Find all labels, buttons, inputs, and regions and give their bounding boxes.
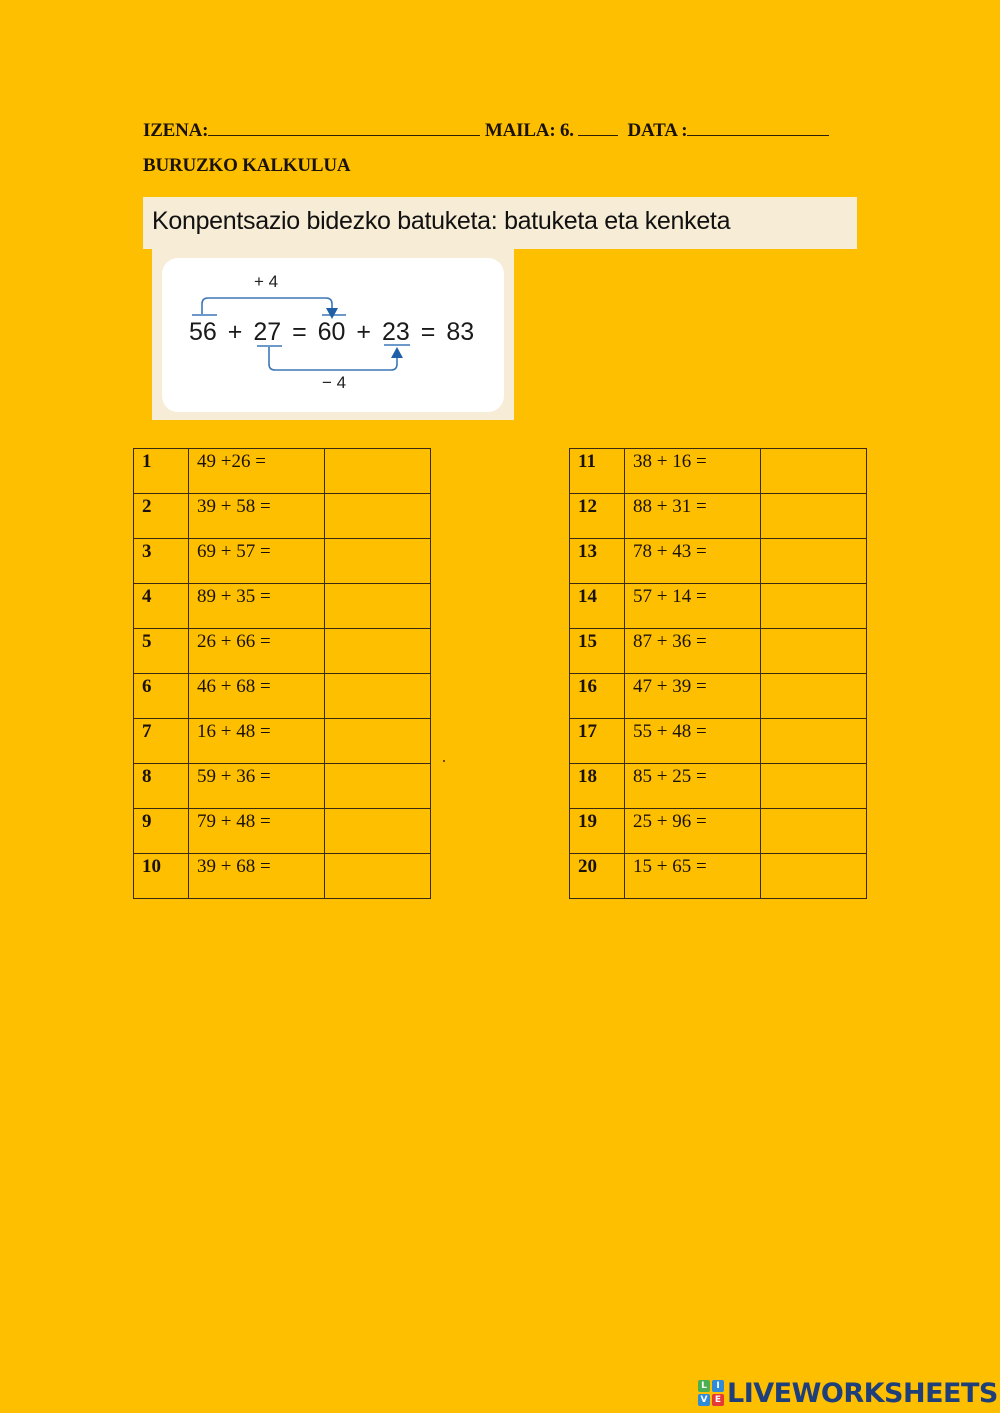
exercise-number: 2 — [134, 494, 189, 539]
exercise-expression: 39 + 58 = — [189, 494, 325, 539]
answer-field[interactable] — [325, 539, 431, 584]
exercise-expression: 38 + 16 = — [625, 449, 761, 494]
exercise-expression: 89 + 35 = — [189, 584, 325, 629]
table-row — [134, 584, 431, 629]
table-row — [134, 629, 431, 674]
table-row — [570, 449, 867, 494]
exercise-table-left — [133, 448, 431, 899]
answer-field[interactable] — [761, 539, 867, 584]
up-arrow-icon — [391, 347, 403, 358]
table-row — [570, 854, 867, 899]
stray-dot — [443, 760, 445, 762]
table-row — [134, 674, 431, 719]
live-tiles-icon: L I V E — [698, 1380, 724, 1406]
exercise-expression: 16 + 48 = — [189, 719, 325, 764]
answer-field[interactable] — [761, 854, 867, 899]
exercise-number: 15 — [570, 629, 625, 674]
answer-field[interactable] — [325, 854, 431, 899]
exercise-number: 6 — [134, 674, 189, 719]
exercise-number: 1 — [134, 449, 189, 494]
exercise-number: 5 — [134, 629, 189, 674]
exercise-expression: 46 + 68 = — [189, 674, 325, 719]
table-row — [570, 674, 867, 719]
exercise-expression: 55 + 48 = — [625, 719, 761, 764]
exercise-number: 17 — [570, 719, 625, 764]
example-equation: 56 + 27 = 60 + 23 = 83 — [189, 318, 475, 346]
answer-field[interactable] — [325, 719, 431, 764]
answer-field[interactable] — [325, 629, 431, 674]
exercise-number: 12 — [570, 494, 625, 539]
liveworksheets-logo — [698, 1378, 998, 1408]
answer-field[interactable] — [761, 719, 867, 764]
exercise-number: 10 — [134, 854, 189, 899]
table-row — [570, 584, 867, 629]
answer-field[interactable] — [325, 674, 431, 719]
table-row — [134, 764, 431, 809]
exercise-number: 14 — [570, 584, 625, 629]
exercise-expression: 25 + 96 = — [625, 809, 761, 854]
exercise-expression: 78 + 43 = — [625, 539, 761, 584]
plus-four-label: + 4 — [254, 272, 279, 291]
exercise-expression: 26 + 66 = — [189, 629, 325, 674]
table-row — [570, 539, 867, 584]
table-row — [134, 719, 431, 764]
exercise-expression: 39 + 68 = — [189, 854, 325, 899]
example-card — [162, 258, 504, 412]
exercise-number: 7 — [134, 719, 189, 764]
table-row — [570, 719, 867, 764]
exercise-expression: 15 + 65 = — [625, 854, 761, 899]
lesson-title: Konpentsazio bidezko batuketa: batuketa eta kenketa — [152, 207, 731, 235]
exercise-expression: 69 + 57 = — [189, 539, 325, 584]
answer-field[interactable] — [761, 674, 867, 719]
table-row — [570, 764, 867, 809]
table-row — [570, 809, 867, 854]
level-field[interactable] — [578, 119, 618, 136]
lesson-banner — [143, 197, 857, 249]
exercise-expression: 85 + 25 = — [625, 764, 761, 809]
exercise-expression: 47 + 39 = — [625, 674, 761, 719]
answer-field[interactable] — [325, 764, 431, 809]
table-row — [570, 629, 867, 674]
answer-field[interactable] — [325, 584, 431, 629]
exercise-number: 16 — [570, 674, 625, 719]
exercise-number: 4 — [134, 584, 189, 629]
minus-four-label: − 4 — [322, 373, 347, 392]
exercise-number: 18 — [570, 764, 625, 809]
table-row — [134, 539, 431, 584]
exercise-table-right — [569, 448, 867, 899]
exercise-number: 19 — [570, 809, 625, 854]
answer-field[interactable] — [761, 764, 867, 809]
table-row — [134, 854, 431, 899]
answer-field[interactable] — [761, 809, 867, 854]
answer-field[interactable] — [761, 449, 867, 494]
exercise-number: 11 — [570, 449, 625, 494]
name-label: IZENA: — [143, 120, 209, 141]
exercise-number: 9 — [134, 809, 189, 854]
exercise-number: 8 — [134, 764, 189, 809]
exercise-expression: 87 + 36 = — [625, 629, 761, 674]
exercise-expression: 59 + 36 = — [189, 764, 325, 809]
answer-field[interactable] — [325, 494, 431, 539]
level-label: MAILA: 6. — [484, 120, 574, 141]
table-row — [570, 494, 867, 539]
student-info-line — [143, 119, 829, 142]
date-label: DATA : — [627, 120, 688, 141]
table-row — [134, 494, 431, 539]
example-illustration — [152, 248, 514, 420]
worksheet-subtitle: BURUZKO KALKULUA — [143, 155, 351, 176]
exercise-expression: 79 + 48 = — [189, 809, 325, 854]
name-field[interactable] — [208, 119, 480, 136]
exercise-number: 3 — [134, 539, 189, 584]
exercise-expression: 57 + 14 = — [625, 584, 761, 629]
exercise-expression: 88 + 31 = — [625, 494, 761, 539]
logo-text: LIVEWORKSHEETS — [727, 1377, 998, 1409]
date-field[interactable] — [687, 119, 829, 136]
table-row — [134, 809, 431, 854]
answer-field[interactable] — [325, 449, 431, 494]
exercise-number: 13 — [570, 539, 625, 584]
exercise-number: 20 — [570, 854, 625, 899]
answer-field[interactable] — [761, 584, 867, 629]
answer-field[interactable] — [325, 809, 431, 854]
table-row — [134, 449, 431, 494]
exercise-expression: 49 +26 = — [189, 449, 325, 494]
answer-field[interactable] — [761, 494, 867, 539]
answer-field[interactable] — [761, 629, 867, 674]
